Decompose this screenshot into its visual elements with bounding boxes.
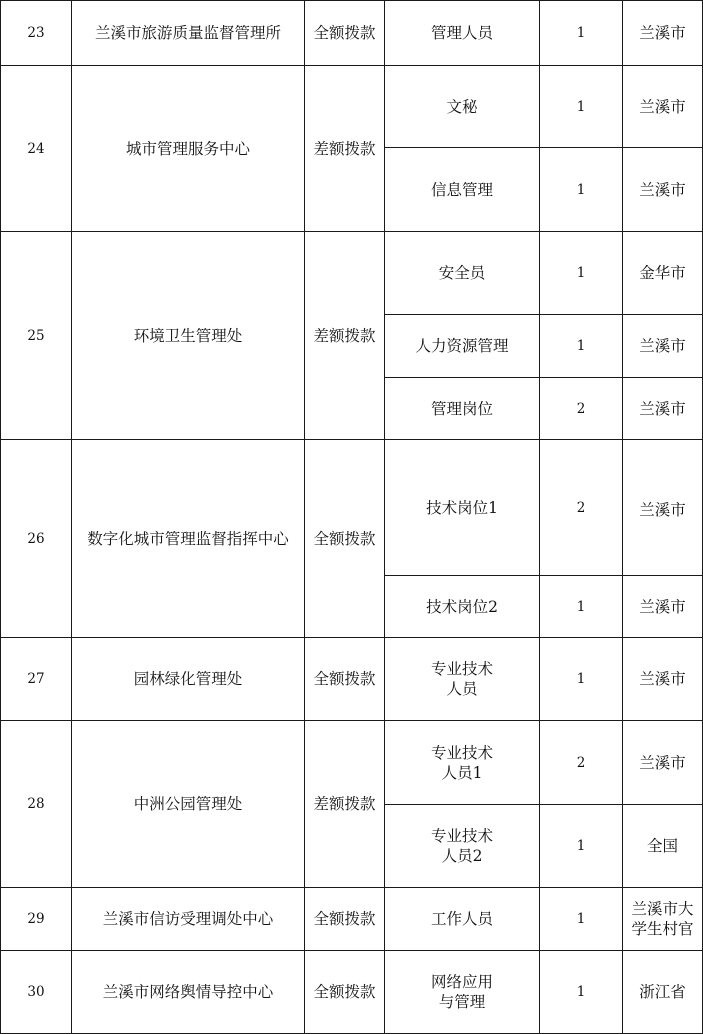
position-title: 工作人员	[385, 888, 540, 951]
position-title: 人力资源管理	[385, 315, 540, 378]
position-title: 网络应用 与管理	[385, 951, 540, 1034]
row-number: 28	[1, 721, 72, 888]
row-number: 29	[1, 888, 72, 951]
position-count: 1	[540, 576, 623, 638]
funding-type: 全额拨款	[305, 440, 385, 638]
position-count: 1	[540, 805, 623, 888]
position-count: 1	[540, 232, 623, 315]
row-number: 24	[1, 66, 72, 232]
unit-name: 兰溪市旅游质量监督管理所	[72, 1, 305, 66]
position-title: 专业技术 人员	[385, 638, 540, 721]
recruit-scope: 金华市	[623, 232, 703, 315]
position-count: 2	[540, 378, 623, 440]
position-title: 信息管理	[385, 148, 540, 232]
funding-type: 差额拨款	[305, 232, 385, 440]
funding-type: 全额拨款	[305, 951, 385, 1034]
unit-name: 中洲公园管理处	[72, 721, 305, 888]
table-row	[1, 888, 703, 951]
recruit-scope: 兰溪市	[623, 576, 703, 638]
table-row	[1, 638, 703, 721]
unit-name: 兰溪市网络舆情导控中心	[72, 951, 305, 1034]
recruit-scope: 兰溪市	[623, 148, 703, 232]
position-title: 专业技术 人员2	[385, 805, 540, 888]
row-number: 30	[1, 951, 72, 1034]
funding-type: 全额拨款	[305, 888, 385, 951]
funding-type: 差额拨款	[305, 721, 385, 888]
position-title: 技术岗位2	[385, 576, 540, 638]
row-number: 26	[1, 440, 72, 638]
position-title: 安全员	[385, 232, 540, 315]
recruit-scope: 兰溪市	[623, 378, 703, 440]
position-count: 1	[540, 888, 623, 951]
recruit-scope: 全国	[623, 805, 703, 888]
position-count: 1	[540, 951, 623, 1034]
recruit-scope: 兰溪市	[623, 1, 703, 66]
table-row	[1, 721, 703, 805]
unit-name: 环境卫生管理处	[72, 232, 305, 440]
table-row	[1, 440, 703, 576]
funding-type: 全额拨款	[305, 1, 385, 66]
recruit-scope: 兰溪市大 学生村官	[623, 888, 703, 951]
table-row	[1, 232, 703, 315]
row-number: 25	[1, 232, 72, 440]
unit-name: 兰溪市信访受理调处中心	[72, 888, 305, 951]
position-count: 1	[540, 148, 623, 232]
recruit-scope: 兰溪市	[623, 440, 703, 576]
recruit-scope: 兰溪市	[623, 66, 703, 148]
table-row	[1, 66, 703, 148]
recruit-scope: 兰溪市	[623, 721, 703, 805]
position-count: 1	[540, 315, 623, 378]
unit-name: 园林绿化管理处	[72, 638, 305, 721]
funding-type: 差额拨款	[305, 66, 385, 232]
recruit-scope: 兰溪市	[623, 638, 703, 721]
position-count: 1	[540, 1, 623, 66]
position-title: 管理人员	[385, 1, 540, 66]
funding-type: 全额拨款	[305, 638, 385, 721]
position-title: 专业技术 人员1	[385, 721, 540, 805]
recruit-scope: 浙江省	[623, 951, 703, 1034]
position-title: 管理岗位	[385, 378, 540, 440]
row-number: 23	[1, 1, 72, 66]
position-count: 2	[540, 440, 623, 576]
table-row	[1, 1, 703, 66]
position-title: 技术岗位1	[385, 440, 540, 576]
position-count: 1	[540, 638, 623, 721]
recruit-scope: 兰溪市	[623, 315, 703, 378]
table-row	[1, 951, 703, 1034]
position-title: 文秘	[385, 66, 540, 148]
unit-name: 数字化城市管理监督指挥中心	[72, 440, 305, 638]
position-count: 1	[540, 66, 623, 148]
unit-name: 城市管理服务中心	[72, 66, 305, 232]
row-number: 27	[1, 638, 72, 721]
position-count: 2	[540, 721, 623, 805]
